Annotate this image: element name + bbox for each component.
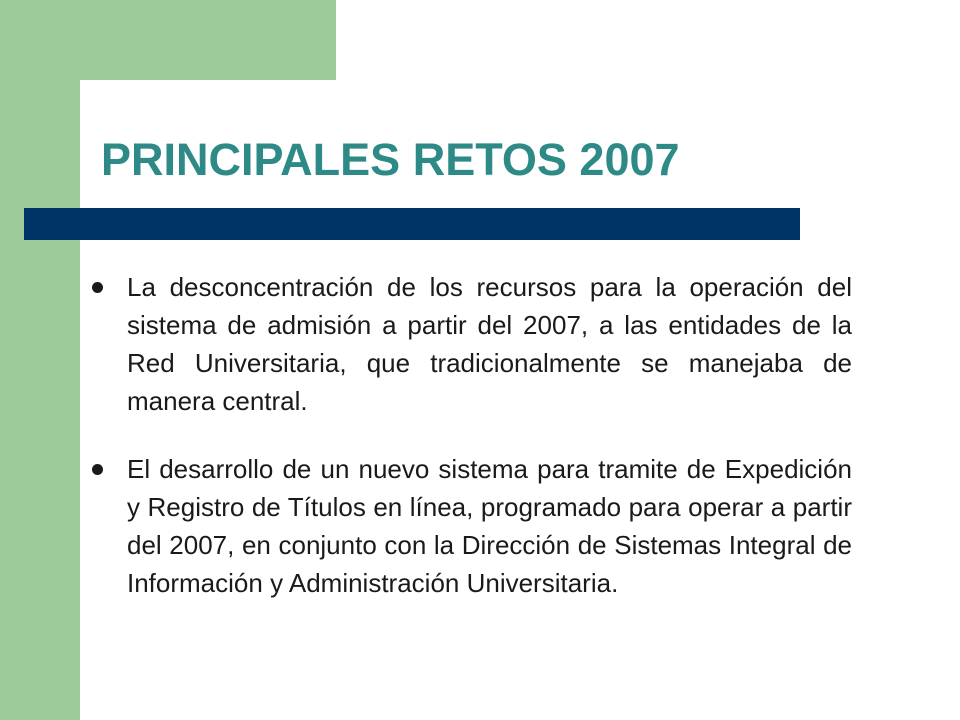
title-underline-bar (24, 208, 800, 240)
slide-title: PRINCIPALES RETOS 2007 (101, 134, 680, 185)
green-top-corner (0, 0, 336, 80)
bullet-item (92, 268, 852, 420)
bullet-dot-icon (92, 464, 103, 475)
bullet-item (92, 450, 852, 602)
bullet-dot-icon (92, 282, 103, 293)
green-sidebar-strip (0, 0, 80, 720)
bullet-list (92, 268, 852, 632)
bullet-text: El desarrollo de un nuevo sistema para tramite de Expedición y Registro de Títulos en línea, programado para operar a partir del 2007, en conjunto con la Dirección de Sistemas Integral de Información y Administración Universitaria. (127, 454, 852, 598)
bullet-text: La desconcentración de los recursos para la operación del sistema de admisión a partir del 2007, a las entidades de la Red Universitaria, que tradicionalmente se manejaba de manera central. (127, 272, 852, 416)
